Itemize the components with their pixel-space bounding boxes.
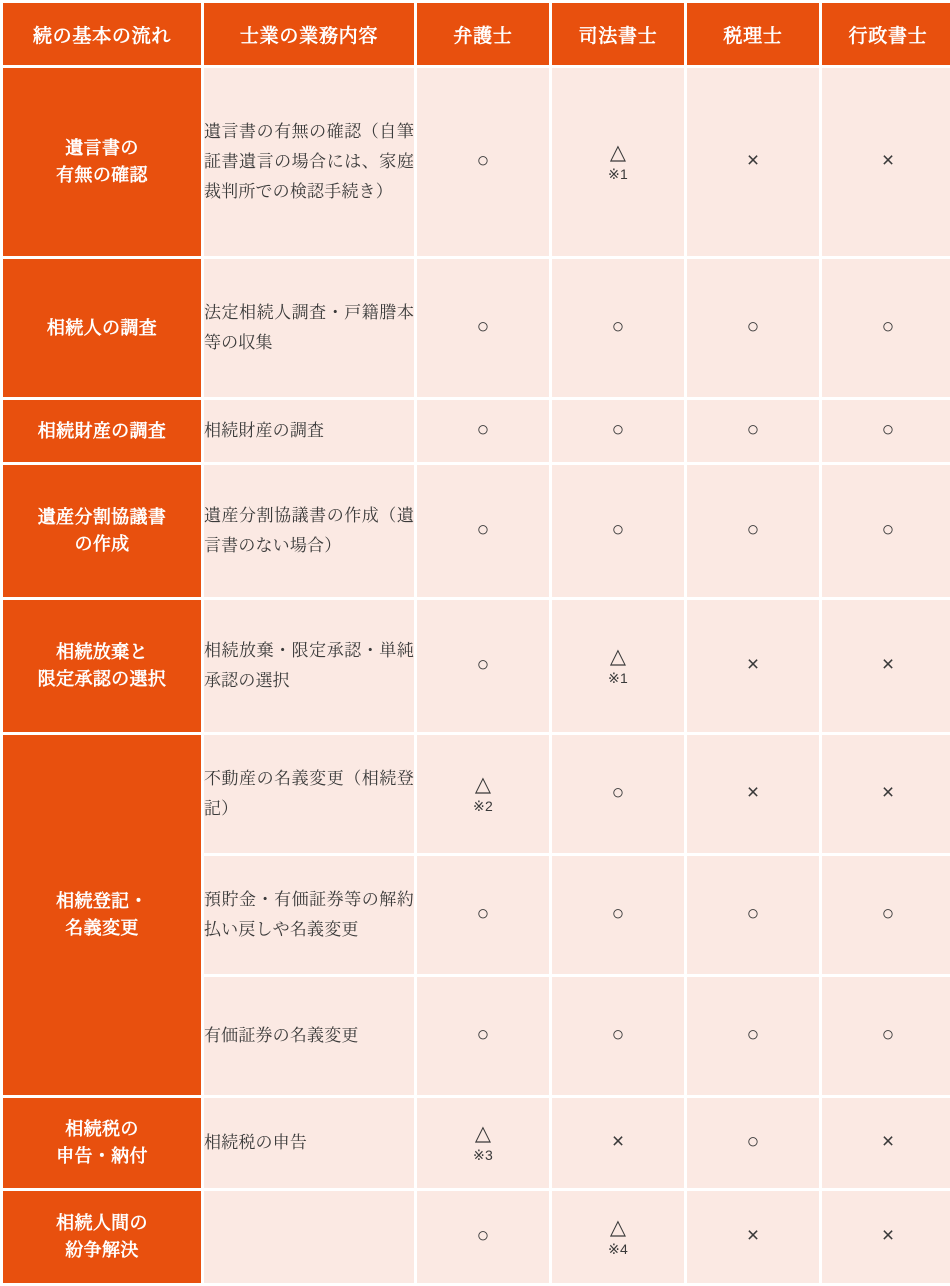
mark-cell-judicial-scrivener <box>552 856 684 974</box>
mark-cell-lawyer <box>417 977 549 1095</box>
mark-symbol: ○ <box>881 902 895 926</box>
mark-symbol: ○ <box>881 518 895 542</box>
mark-symbol: △ <box>609 645 627 669</box>
table-header <box>3 3 950 65</box>
mark-cell-tax-accountant <box>687 1191 819 1283</box>
mark-cell-tax-accountant <box>687 856 819 974</box>
mark-cell-lawyer <box>417 465 549 597</box>
row-category: 相続人の調査 <box>3 259 201 397</box>
row-description: 預貯金・有価証券等の解約払い戻しや名義変更 <box>204 856 414 974</box>
mark-cell-lawyer <box>417 259 549 397</box>
mark-symbol: ○ <box>611 902 625 926</box>
mark-cell-judicial-scrivener <box>552 259 684 397</box>
row-category: 相続登記・ 名義変更 <box>3 735 201 1095</box>
mark-symbol: ○ <box>476 902 490 926</box>
column-header-flow: 続の基本の流れ <box>3 3 201 65</box>
row-category: 遺言書の 有無の確認 <box>3 68 201 256</box>
row-category: 相続財産の調査 <box>3 400 201 462</box>
mark-symbol: ○ <box>746 902 760 926</box>
mark-symbol: ○ <box>611 418 625 442</box>
table-row <box>3 1098 950 1188</box>
mark-cell-administrative-scrivener <box>822 856 950 974</box>
mark-cell-tax-accountant <box>687 735 819 853</box>
column-header-lawyer: 弁護士 <box>417 3 549 65</box>
mark-symbol: △ <box>609 141 627 165</box>
column-header-duties: 士業の業務内容 <box>204 3 414 65</box>
mark-cell-administrative-scrivener <box>822 68 950 256</box>
row-description: 有価証券の名義変更 <box>204 977 414 1095</box>
row-description: 相続財産の調査 <box>204 400 414 462</box>
mark-symbol: ○ <box>611 518 625 542</box>
table-row <box>3 68 950 256</box>
mark-symbol: × <box>746 1224 760 1248</box>
mark-symbol: ○ <box>746 1023 760 1047</box>
mark-symbol: ○ <box>746 418 760 442</box>
row-description: 相続税の申告 <box>204 1098 414 1188</box>
mark-cell-tax-accountant <box>687 600 819 732</box>
mark-symbol: × <box>881 653 895 677</box>
mark-cell-judicial-scrivener <box>552 400 684 462</box>
mark-cell-tax-accountant <box>687 400 819 462</box>
mark-symbol: × <box>881 1224 895 1248</box>
mark-note: ※1 <box>607 166 629 183</box>
row-category: 相続税の 申告・納付 <box>3 1098 201 1188</box>
mark-symbol: ○ <box>476 149 490 173</box>
mark-symbol: × <box>746 781 760 805</box>
mark-symbol: × <box>881 781 895 805</box>
mark-symbol: ○ <box>746 315 760 339</box>
mark-note: ※1 <box>607 670 629 687</box>
mark-cell-lawyer <box>417 735 549 853</box>
table-row <box>3 259 950 397</box>
row-description: 法定相続人調査・戸籍謄本等の収集 <box>204 259 414 397</box>
mark-cell-judicial-scrivener <box>552 735 684 853</box>
mark-symbol: ○ <box>611 1023 625 1047</box>
mark-cell-judicial-scrivener <box>552 977 684 1095</box>
row-category: 相続放棄と 限定承認の選択 <box>3 600 201 732</box>
mark-note: ※2 <box>472 798 494 815</box>
mark-symbol: ○ <box>611 781 625 805</box>
mark-cell-administrative-scrivener <box>822 465 950 597</box>
mark-symbol: ○ <box>881 315 895 339</box>
mark-symbol: ○ <box>746 1130 760 1154</box>
row-description: 相続放棄・限定承認・単純承認の選択 <box>204 600 414 732</box>
mark-symbol: × <box>746 653 760 677</box>
mark-cell-tax-accountant <box>687 977 819 1095</box>
mark-symbol: ○ <box>476 518 490 542</box>
mark-cell-judicial-scrivener <box>552 600 684 732</box>
mark-cell-judicial-scrivener <box>552 1098 684 1188</box>
row-description: 遺言書の有無の確認（自筆証書遺言の場合には、家庭裁判所での検認手続き） <box>204 68 414 256</box>
mark-cell-tax-accountant <box>687 259 819 397</box>
mark-cell-lawyer <box>417 1098 549 1188</box>
mark-symbol: ○ <box>746 518 760 542</box>
table-row <box>3 735 950 853</box>
row-description: 不動産の名義変更（相続登記） <box>204 735 414 853</box>
mark-symbol: △ <box>609 1216 627 1240</box>
mark-symbol: × <box>611 1130 625 1154</box>
mark-cell-judicial-scrivener <box>552 1191 684 1283</box>
mark-cell-administrative-scrivener <box>822 1098 950 1188</box>
mark-symbol: × <box>881 1130 895 1154</box>
table-row <box>3 600 950 732</box>
mark-cell-tax-accountant <box>687 465 819 597</box>
mark-symbol: △ <box>474 1122 492 1146</box>
mark-cell-lawyer <box>417 600 549 732</box>
mark-note: ※3 <box>472 1147 494 1164</box>
column-header-tax-accountant: 税理士 <box>687 3 819 65</box>
mark-cell-administrative-scrivener <box>822 400 950 462</box>
table-row <box>3 400 950 462</box>
mark-symbol: × <box>746 149 760 173</box>
table-body <box>3 68 950 1283</box>
mark-cell-lawyer <box>417 856 549 974</box>
mark-cell-lawyer <box>417 1191 549 1283</box>
mark-cell-lawyer <box>417 68 549 256</box>
mark-note: ※4 <box>607 1241 629 1258</box>
row-description: 遺産分割協議書の作成（遺言書のない場合） <box>204 465 414 597</box>
table-row <box>3 1191 950 1283</box>
mark-cell-administrative-scrivener <box>822 735 950 853</box>
mark-cell-judicial-scrivener <box>552 68 684 256</box>
column-header-administrative-scrivener: 行政書士 <box>822 3 950 65</box>
mark-cell-tax-accountant <box>687 68 819 256</box>
mark-symbol: ○ <box>611 315 625 339</box>
mark-cell-lawyer <box>417 400 549 462</box>
mark-cell-administrative-scrivener <box>822 977 950 1095</box>
mark-cell-administrative-scrivener <box>822 1191 950 1283</box>
table-header-row <box>3 3 950 65</box>
table-row <box>3 465 950 597</box>
mark-symbol: △ <box>474 773 492 797</box>
mark-cell-administrative-scrivener <box>822 600 950 732</box>
mark-symbol: ○ <box>476 1224 490 1248</box>
row-description <box>204 1191 414 1283</box>
mark-symbol: ○ <box>476 418 490 442</box>
row-category: 相続人間の 紛争解決 <box>3 1191 201 1283</box>
mark-cell-tax-accountant <box>687 1098 819 1188</box>
mark-cell-judicial-scrivener <box>552 465 684 597</box>
mark-symbol: ○ <box>476 653 490 677</box>
mark-symbol: ○ <box>476 315 490 339</box>
mark-symbol: ○ <box>881 1023 895 1047</box>
mark-symbol: ○ <box>476 1023 490 1047</box>
mark-symbol: × <box>881 149 895 173</box>
row-category: 遺産分割協議書 の作成 <box>3 465 201 597</box>
mark-symbol: ○ <box>881 418 895 442</box>
column-header-judicial-scrivener: 司法書士 <box>552 3 684 65</box>
mark-cell-administrative-scrivener <box>822 259 950 397</box>
